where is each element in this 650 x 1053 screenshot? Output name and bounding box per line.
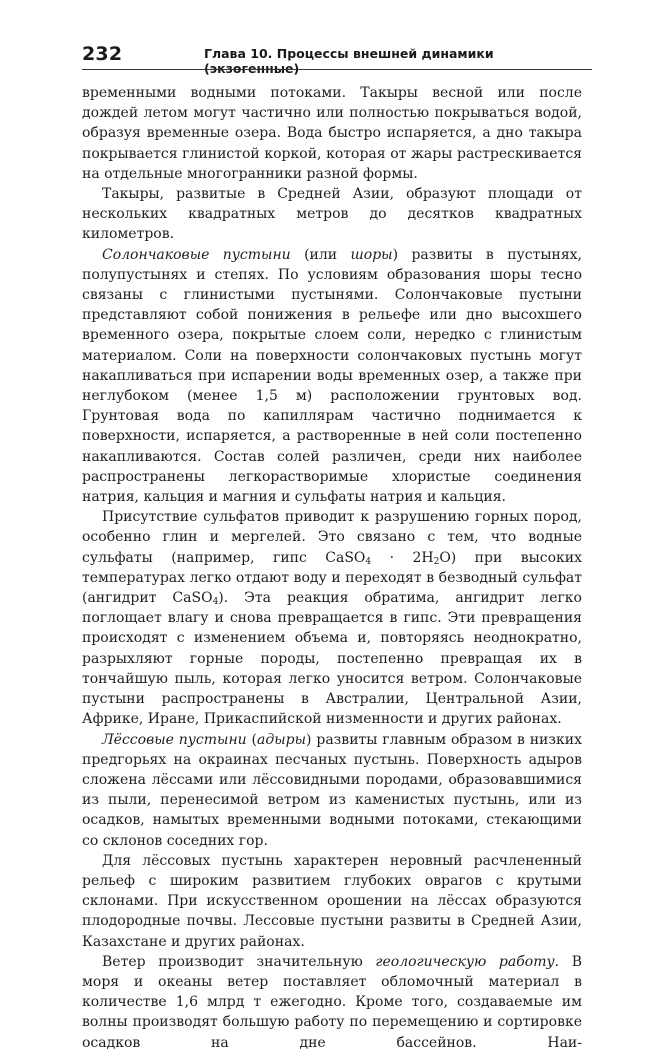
chapter-title: Глава 10. Процессы внешней динамики (экзогенные) <box>204 46 494 76</box>
paragraph-wind-work <box>82 952 582 1053</box>
subscript: 4 <box>212 597 219 608</box>
subscript: 2 <box>433 556 440 567</box>
header-rule <box>82 69 592 70</box>
paragraph-text: ( <box>246 731 258 748</box>
paragraph-text: O) при высоких температурах легко отдают воду и переходят в безводный сульфат (ангидрит CaSO <box>82 549 583 607</box>
paragraph-text: ). Эта реакция обратима, ангидрит легко поглощает влагу и снова превращается в гипс. Эти превращения происходят с изменением объема и, повторяясь неоднократно, разрыхляют горные породы, постепенно превращая их в тончайшую пыль, которая легко уносится ветром. Солончаковые пустыни распространены в Австралии, Центральной Азии, Африке, Иране, Прикаспийской низменности и других районах. <box>82 590 582 728</box>
term-salt-deserts: Солончаковые пустыни <box>102 246 291 263</box>
subscript: 4 <box>365 556 372 567</box>
term-geological-work: геологическую работу <box>375 953 555 970</box>
paragraph-loess-relief: Для лёссовых пустынь характерен неровный расчлененный рельеф с широким развитием глубоких оврагов с крутыми склонами. При искусственном орошении на лёссах образуются плодородные почвы. Лессовые пустыни развиты в Средней Азии, Казахстане и других районах. <box>82 852 582 950</box>
paragraph-text: ) развиты в пустынях, полупустынях и степях. По условиям образования шоры тесно связаны с глинистыми пустынями. Солончаковые пустыни представляют собой понижения в рельефе или дно высохшего временного озера, покрытые слоем соли, нередко с глинистым материалом. Соли на поверхности солончаковых пустынь могут накапливаться при испарении воды временных озер, а также при неглубоком (менее 1,5 м) расположении грунтовых вод. Грунтовая вода по капиллярам частично поднимается к поверхности, испаряется, а растворенные в ней соли постепенно накапливаются. Состав солей различен, среди них наиболее распространены легкорастворимые хлористые соединения натрия, кальция и магния и сульфаты натрия и кальция. <box>82 246 583 506</box>
paragraph-takyry-area: Такыры, развитые в Средней Азии, образуют площади от нескольких квадратных метров до десятков квадратных километров. <box>82 186 582 243</box>
paragraph-text: ) развиты главным образом в низких предгорьях на окраинах песчаных пустынь. Поверхность адыров сложена лёссами или лёссовидными породами, образовавшимися из пыли, перенесимой ветром из каменистых пустынь, или из осадков, намытых временными водными потоками, стекающими со склонов соседних гор. <box>82 731 582 849</box>
term-loess-deserts: Лёссовые пустыни <box>102 731 247 748</box>
running-header <box>82 40 592 76</box>
paragraph-sulfates <box>82 507 582 729</box>
term-adyry: адыры <box>257 731 307 748</box>
paragraph-salt-deserts <box>82 245 582 508</box>
paragraph-text: · 2H <box>371 549 434 566</box>
paragraph-text: Присутствие сульфатов приводит к разрушению горных пород, особенно глин и мергелей. Это связано с тем, что водные сульфаты (например, гипс CaSO <box>82 509 582 566</box>
paragraph-text: Ветер производит значительную <box>102 953 376 970</box>
term-shory: шоры <box>350 246 393 263</box>
paragraph-loess-deserts <box>82 730 582 851</box>
page-number: 232 <box>82 43 123 65</box>
paragraph-text: . В моря и океаны ветер поставляет обломочный материал в количестве 1,6 млрд т ежегодно. Кроме того, создаваемые им волны производят большую работу по перемещению и сортировке осадков на дне бассейнов. Наи- <box>82 953 582 1051</box>
paragraph-text: (или <box>290 246 351 263</box>
paragraph-takyry-continued: временными водными потоками. Такыры весной или после дождей летом могут частично или полностью покрываться водой, образуя временные озера. Вода быстро испаряется, а дно такыра покрывается глинистой коркой, которая от жары растрескивается на отдельные многогранники разной формы. <box>82 85 582 182</box>
page-body <box>82 83 582 1053</box>
